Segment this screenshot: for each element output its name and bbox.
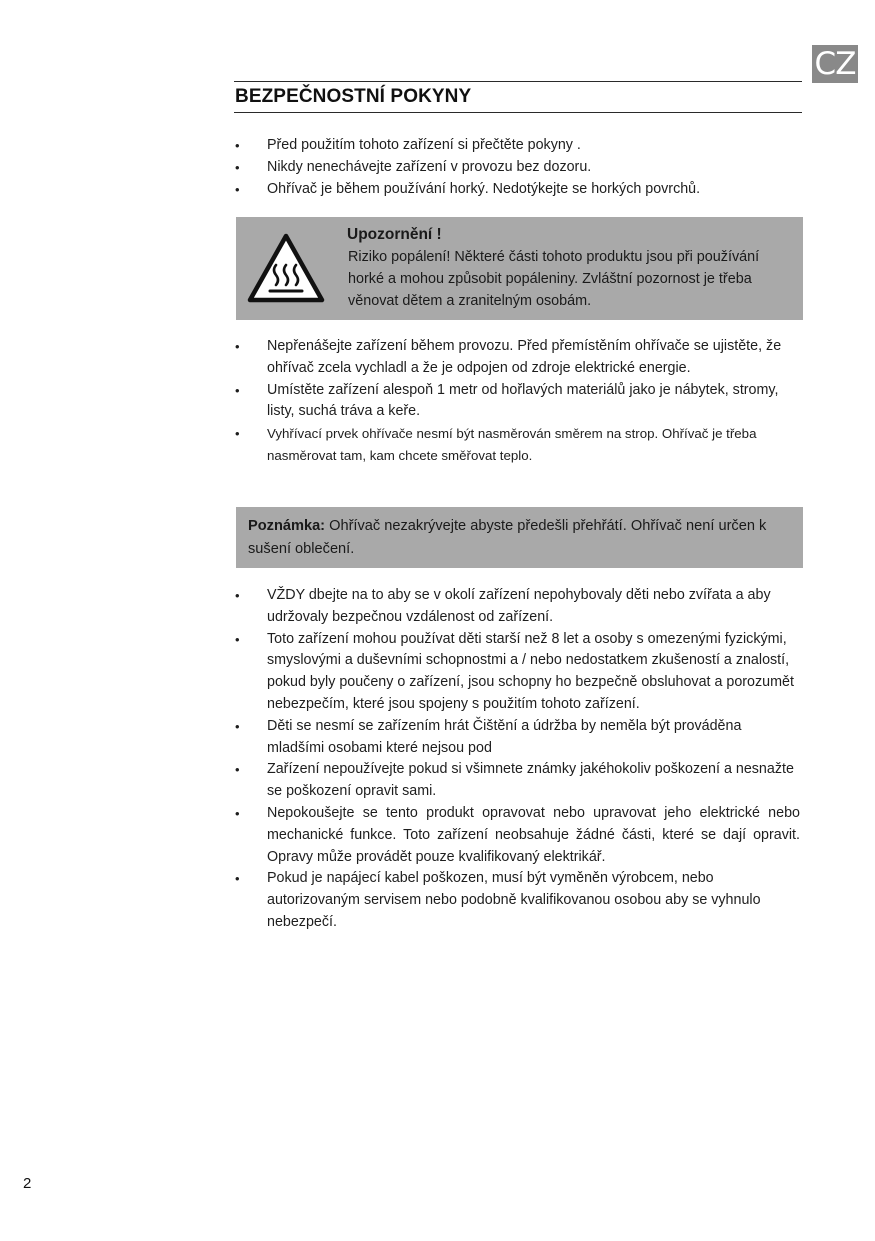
safety-list-general (235, 135, 800, 200)
list-item: • VŽDY dbejte na to aby se v okolí zařízení nepohybovaly děti nebo zvířata a aby udržovaly bezpečnou vzdálenost od zařízení. (235, 585, 800, 629)
list-item: • Děti se nesmí se zařízením hrát Čištění a údržba by neměla být prováděna mladšími osobami které nejsou pod (235, 716, 800, 760)
page-title: BEZPEČNOSTNÍ POKYNY (235, 86, 472, 107)
list-item: • Toto zařízení mohou používat děti starší než 8 let a osoby s omezenými fyzickými, smyslovými a duševními schopnostmi a / nebo nedostatkem zkušeností a znalostí, pokud byly poučeny o zařízení, jsou schopny ho bezpečně obsluhovat a porozumět nebezpečím, které jsou spojeny s použitím tohoto zařízení. (235, 629, 800, 716)
list-item: • Zařízení nepoužívejte pokud si všimnete známky jakéhokoliv poškození a nesnažte se poškození opravit sami. (235, 759, 800, 803)
list-item: • Nikdy nenechávejte zařízení v provozu bez dozoru. (235, 157, 800, 179)
note-text (248, 515, 788, 560)
warning-text: Riziko popálení! Některé části tohoto produktu jsou při používání horké a mohou způsobit popáleniny. Zvláštní pozornost je třeba věnovat dětem a zranitelným osobám. (348, 249, 760, 309)
safety-list-operation (235, 336, 800, 467)
safety-list-people (235, 585, 800, 934)
hot-surface-warning-icon (246, 232, 326, 304)
warning-title: Upozornění ! (347, 226, 442, 243)
list-item: • Umístěte zařízení alespoň 1 metr od hořlavých materiálů jako je nábytek, stromy, listy, suchá tráva a keře. (235, 380, 800, 424)
list-item: • Před použitím tohoto zařízení si přečtěte pokyny . (235, 135, 800, 157)
note-box (236, 507, 803, 568)
list-item: • Nepřenášejte zařízení během provozu. Před přemístěním ohřívače se ujistěte, že ohřívač zcela vychladl a že je odpojen od zdroje elektrické energie. (235, 336, 800, 380)
list-item: • Vyhřívací prvek ohřívače nesmí být nasměrován směrem na strop. Ohřívač je třeba nasměrovat tam, kam chcete směřovat teplo. (235, 423, 800, 467)
warning-box (236, 217, 803, 320)
page-number: 2 (23, 1175, 32, 1192)
list-item: • Nepokoušejte se tento produkt opravovat nebo upravovat jeho elektrické nebo mechanické funkce. Toto zařízení neobsahuje žádné části, které se dají opravit. Opravy může provádět pouze kvalifikovaný elektrikář. (235, 803, 800, 868)
heading-rule-top (234, 81, 802, 82)
heading-rule-bottom (234, 112, 802, 113)
language-tab: CZ (812, 45, 858, 83)
list-item: • Ohřívač je během používání horký. Nedotýkejte se horkých povrchů. (235, 179, 800, 201)
list-item: • Pokud je napájecí kabel poškozen, musí být vyměněn výrobcem, nebo autorizovaným servisem nebo podobně kvalifikovanou osobou aby se vyhnulo nebezpečí. (235, 868, 800, 933)
note-body: Ohřívač nezakrývejte abyste předešli přehřátí. Ohřívač není určen k sušení oblečení. (248, 518, 767, 557)
note-label: Poznámka: (248, 518, 326, 534)
